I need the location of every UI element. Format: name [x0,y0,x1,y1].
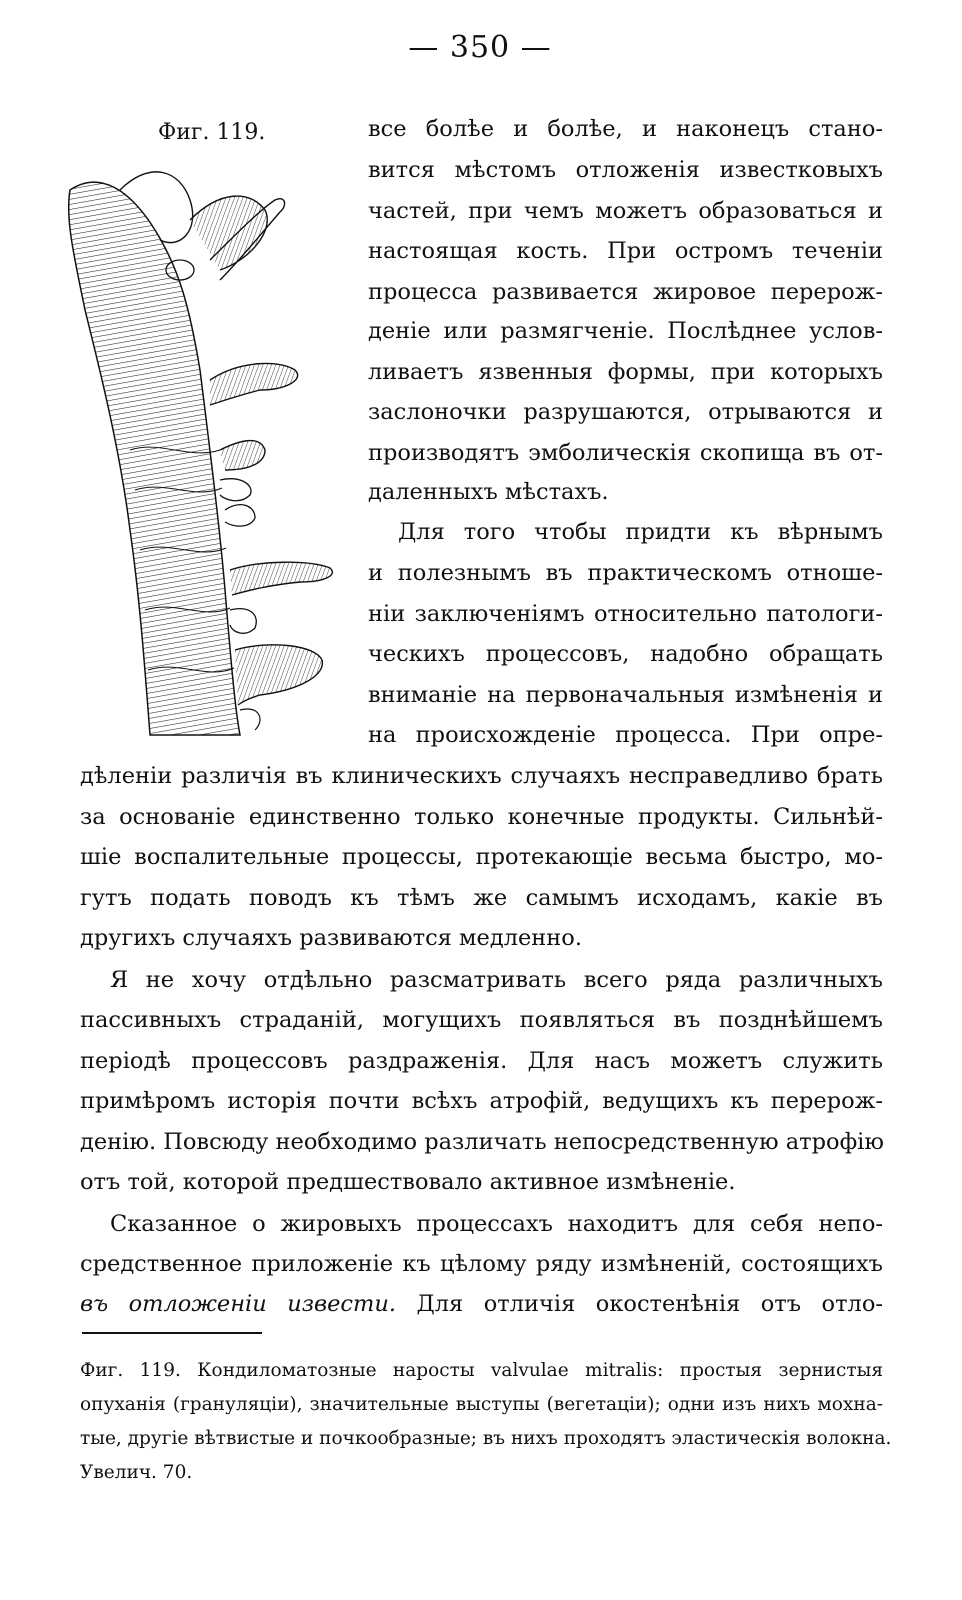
text-line: заслоночки разрушаются, отрываются и [368,399,883,425]
text-span: Для отличія окостенѣнія отъ отло- [395,1291,883,1317]
text-line: процесса развивается жировое перерож- [368,279,883,305]
text-line: все болѣе и болѣе, и наконецъ стано- [368,116,883,142]
figure-label: Фиг. 119. [158,120,266,145]
text-line: ливаетъ язвенныя формы, при которыхъ [368,359,883,385]
text-line: пассивныхъ страданій, могущихъ появляться въ позднѣйшемъ [80,1007,883,1033]
text-line-mixed [80,1293,883,1316]
text-line: за основаніе единственно только конечные продукты. Сильнѣй- [80,804,883,830]
text-line: дѣленіи различія въ клиническихъ случаяхъ несправедливо брать [80,763,883,789]
text-line: средственное приложеніе къ цѣлому ряду измѣненій, состоящихъ [80,1251,883,1277]
text-line: примѣромъ исторія почти всѣхъ атрофій, ведущихъ къ перерож- [80,1088,883,1114]
text-line: и полезнымъ въ практическомъ отноше- [368,560,883,586]
text-line: ческихъ процессовъ, надобно обращать [368,641,883,667]
text-line: ніи заключеніямъ относительно патологи- [368,601,883,627]
text-line: частей, при чемъ можетъ образоваться и [368,198,883,224]
text-line: гутъ подать поводъ къ тѣмъ же самымъ исходамъ, какіе въ [80,885,883,911]
figure-illustration [60,150,345,750]
text-line: другихъ случаяхъ развиваются медленно. [80,925,582,951]
footnote-line: опуханія (грануляціи), значительные выступы (вегетаціи); одни изъ нихъ мохна- [80,1394,883,1415]
text-line: періодѣ процессовъ раздраженія. Для насъ можетъ служить [80,1048,883,1074]
text-line: Сказанное о жировыхъ процессахъ находитъ для себя непо- [110,1211,883,1237]
text-line: настоящая кость. При остромъ теченіи [368,238,883,264]
text-line: отъ той, которой предшествовало активное измѣненіе. [80,1169,736,1195]
text-line: производятъ эмболическія скопища въ от- [368,440,883,466]
text-line: шіе воспалительные процессы, протекающіе весьма быстро, мо- [80,844,883,870]
italic-term: въ отложеніи извести. [80,1291,396,1317]
text-line: даленныхъ мѣстахъ. [368,479,609,505]
text-line: на происхожденіе процесса. При опре- [368,722,883,748]
text-line: деніе или размягченіе. Послѣднее услов- [368,318,883,344]
text-line: вится мѣстомъ отложенія известковыхъ [368,157,883,183]
footnote-line: Увелич. 70. [80,1462,193,1483]
text-line: денію. Повсюду необходимо различать непосредственную атрофію [80,1129,884,1155]
text-line: Для того чтобы придти къ вѣрнымъ [398,519,883,545]
footnote-line: тые, другіе вѣтвистые и почкообразные; въ нихъ проходятъ эластическія волокна. [80,1428,892,1449]
text-line: вниманіе на первоначальныя измѣненія и [368,682,883,708]
text-line: Я не хочу отдѣльно разсматривать всего ряда различныхъ [110,967,883,993]
page-number: — 350 — [408,30,552,65]
footnote-divider [82,1332,262,1334]
footnote-line: Фиг. 119. Кондиломатозные наросты valvulae mitralis: простыя зернистыя [80,1360,883,1381]
